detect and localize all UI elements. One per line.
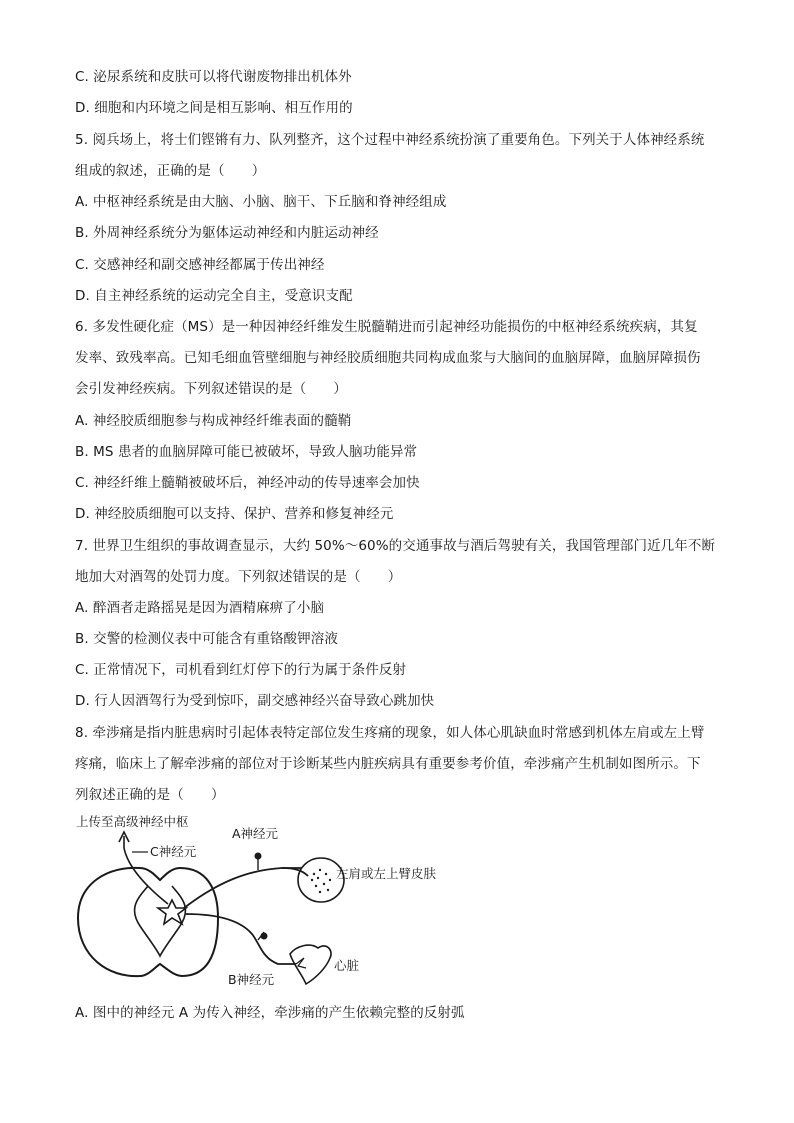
option-d-q5: D. 自主神经系统的运动完全自主，受意识支配 bbox=[75, 288, 353, 304]
a-neuron-branch bbox=[282, 868, 306, 884]
question-6-line-3: 会引发神经疾病。下列叙述错误的是（ ） bbox=[75, 381, 347, 397]
option-a-q6: A. 神经胶质细胞参与构成神经纤维表面的髓鞘 bbox=[75, 413, 352, 429]
b-neuron-line bbox=[186, 914, 296, 964]
question-8-line-3: 列叙述正确的是（ ） bbox=[75, 787, 225, 803]
interneuron-star bbox=[158, 900, 186, 924]
option-b-q6: B. MS 患者的血脑屏障可能已被破坏，导致人脑功能异常 bbox=[75, 444, 418, 460]
option-a-q8: A. 图中的神经元 A 为传入神经，牵涉痛的产生依赖完整的反射弧 bbox=[75, 1005, 465, 1021]
option-c-q4: C. 泌尿系统和皮肤可以将代谢废物排出机体外 bbox=[75, 69, 352, 85]
upload-label: 上传至高级神经中枢 bbox=[76, 814, 189, 829]
b-neuron-label: B神经元 bbox=[228, 972, 275, 987]
a-neuron-soma bbox=[255, 853, 262, 860]
referred-pain-diagram bbox=[68, 808, 468, 998]
skin-dots bbox=[311, 869, 331, 893]
question-6-line-1: 6. 多发性硬化症（MS）是一种因神经纤维发生脱髓鞘进而引起神经功能损伤的中枢神经系统疾病，其复 bbox=[75, 319, 698, 335]
option-a-q5: A. 中枢神经系统是由大脑、小脑、脑干、下丘脑和脊神经组成 bbox=[75, 194, 447, 210]
b-neuron-soma bbox=[261, 933, 268, 940]
option-b-q7: B. 交警的检测仪表中可能含有重铬酸钾溶液 bbox=[75, 631, 338, 647]
question-8-line-2: 疼痛，临床上了解牵涉痛的部位对于诊断某些内脏疾病具有重要参考价值，牵涉痛产生机制如图所示。下 bbox=[75, 756, 701, 772]
a-neuron-terminal bbox=[282, 868, 308, 876]
heart-shape bbox=[290, 945, 331, 984]
question-6-line-2: 发率、致残率高。已知毛细血管壁细胞与神经胶质细胞共同构成血浆与大脑间的血脑屏障，血脑屏障损伤 bbox=[75, 350, 701, 366]
question-8-line-1: 8. 牵涉痛是指内脏患病时引起体表特定部位发生疼痛的现象，如人体心肌缺血时常感到机体左肩或左上臂 bbox=[75, 725, 705, 741]
c-neuron-label: C神经元 bbox=[150, 844, 197, 859]
spinal-cord-outline bbox=[78, 868, 218, 976]
option-d-q6: D. 神经胶质细胞可以支持、保护、营养和修复神经元 bbox=[75, 506, 394, 522]
heart-nerve-ending bbox=[296, 958, 306, 968]
question-7-line-2: 地加大对酒驾的处罚力度。下列叙述错误的是（ ） bbox=[75, 569, 402, 585]
option-d-q7: D. 行人因酒驾行为受到惊吓，副交感神经兴奋导致心跳加快 bbox=[75, 693, 435, 709]
referred-pain-svg bbox=[68, 808, 468, 998]
option-c-q6: C. 神经纤维上髓鞘被破坏后，神经冲动的传导速率会加快 bbox=[75, 475, 420, 491]
question-5-line-1: 5. 阅兵场上，将士们铿锵有力、队列整齐，这个过程中神经系统扮演了重要角色。下列关于人体神经系统 bbox=[75, 132, 705, 148]
a-neuron-main bbox=[260, 868, 302, 886]
a-neuron-label: A神经元 bbox=[232, 826, 279, 841]
a-neuron-fiber bbox=[184, 871, 335, 908]
question-7-line-1: 7. 世界卫生组织的事故调查显示，大约 50%～60%的交通事故与酒后驾驶有关，我国管理部门近几年不断 bbox=[75, 538, 716, 554]
skin-label: 左肩或左上臂皮肤 bbox=[336, 866, 437, 881]
option-a-q7: A. 醉酒者走路摇晃是因为酒精麻痹了小脑 bbox=[75, 600, 325, 616]
option-b-q5: B. 外周神经系统分为躯体运动神经和内脏运动神经 bbox=[75, 225, 379, 241]
option-d-q4: D. 细胞和内环境之间是相互影响、相互作用的 bbox=[75, 100, 353, 116]
option-c-q5: C. 交感神经和副交感神经都属于传出神经 bbox=[75, 257, 325, 273]
question-5-line-2: 组成的叙述，正确的是（ ） bbox=[75, 163, 266, 179]
option-c-q7: C. 正常情况下，司机看到红灯停下的行为属于条件反射 bbox=[75, 662, 407, 678]
heart-label: 心脏 bbox=[334, 958, 360, 973]
